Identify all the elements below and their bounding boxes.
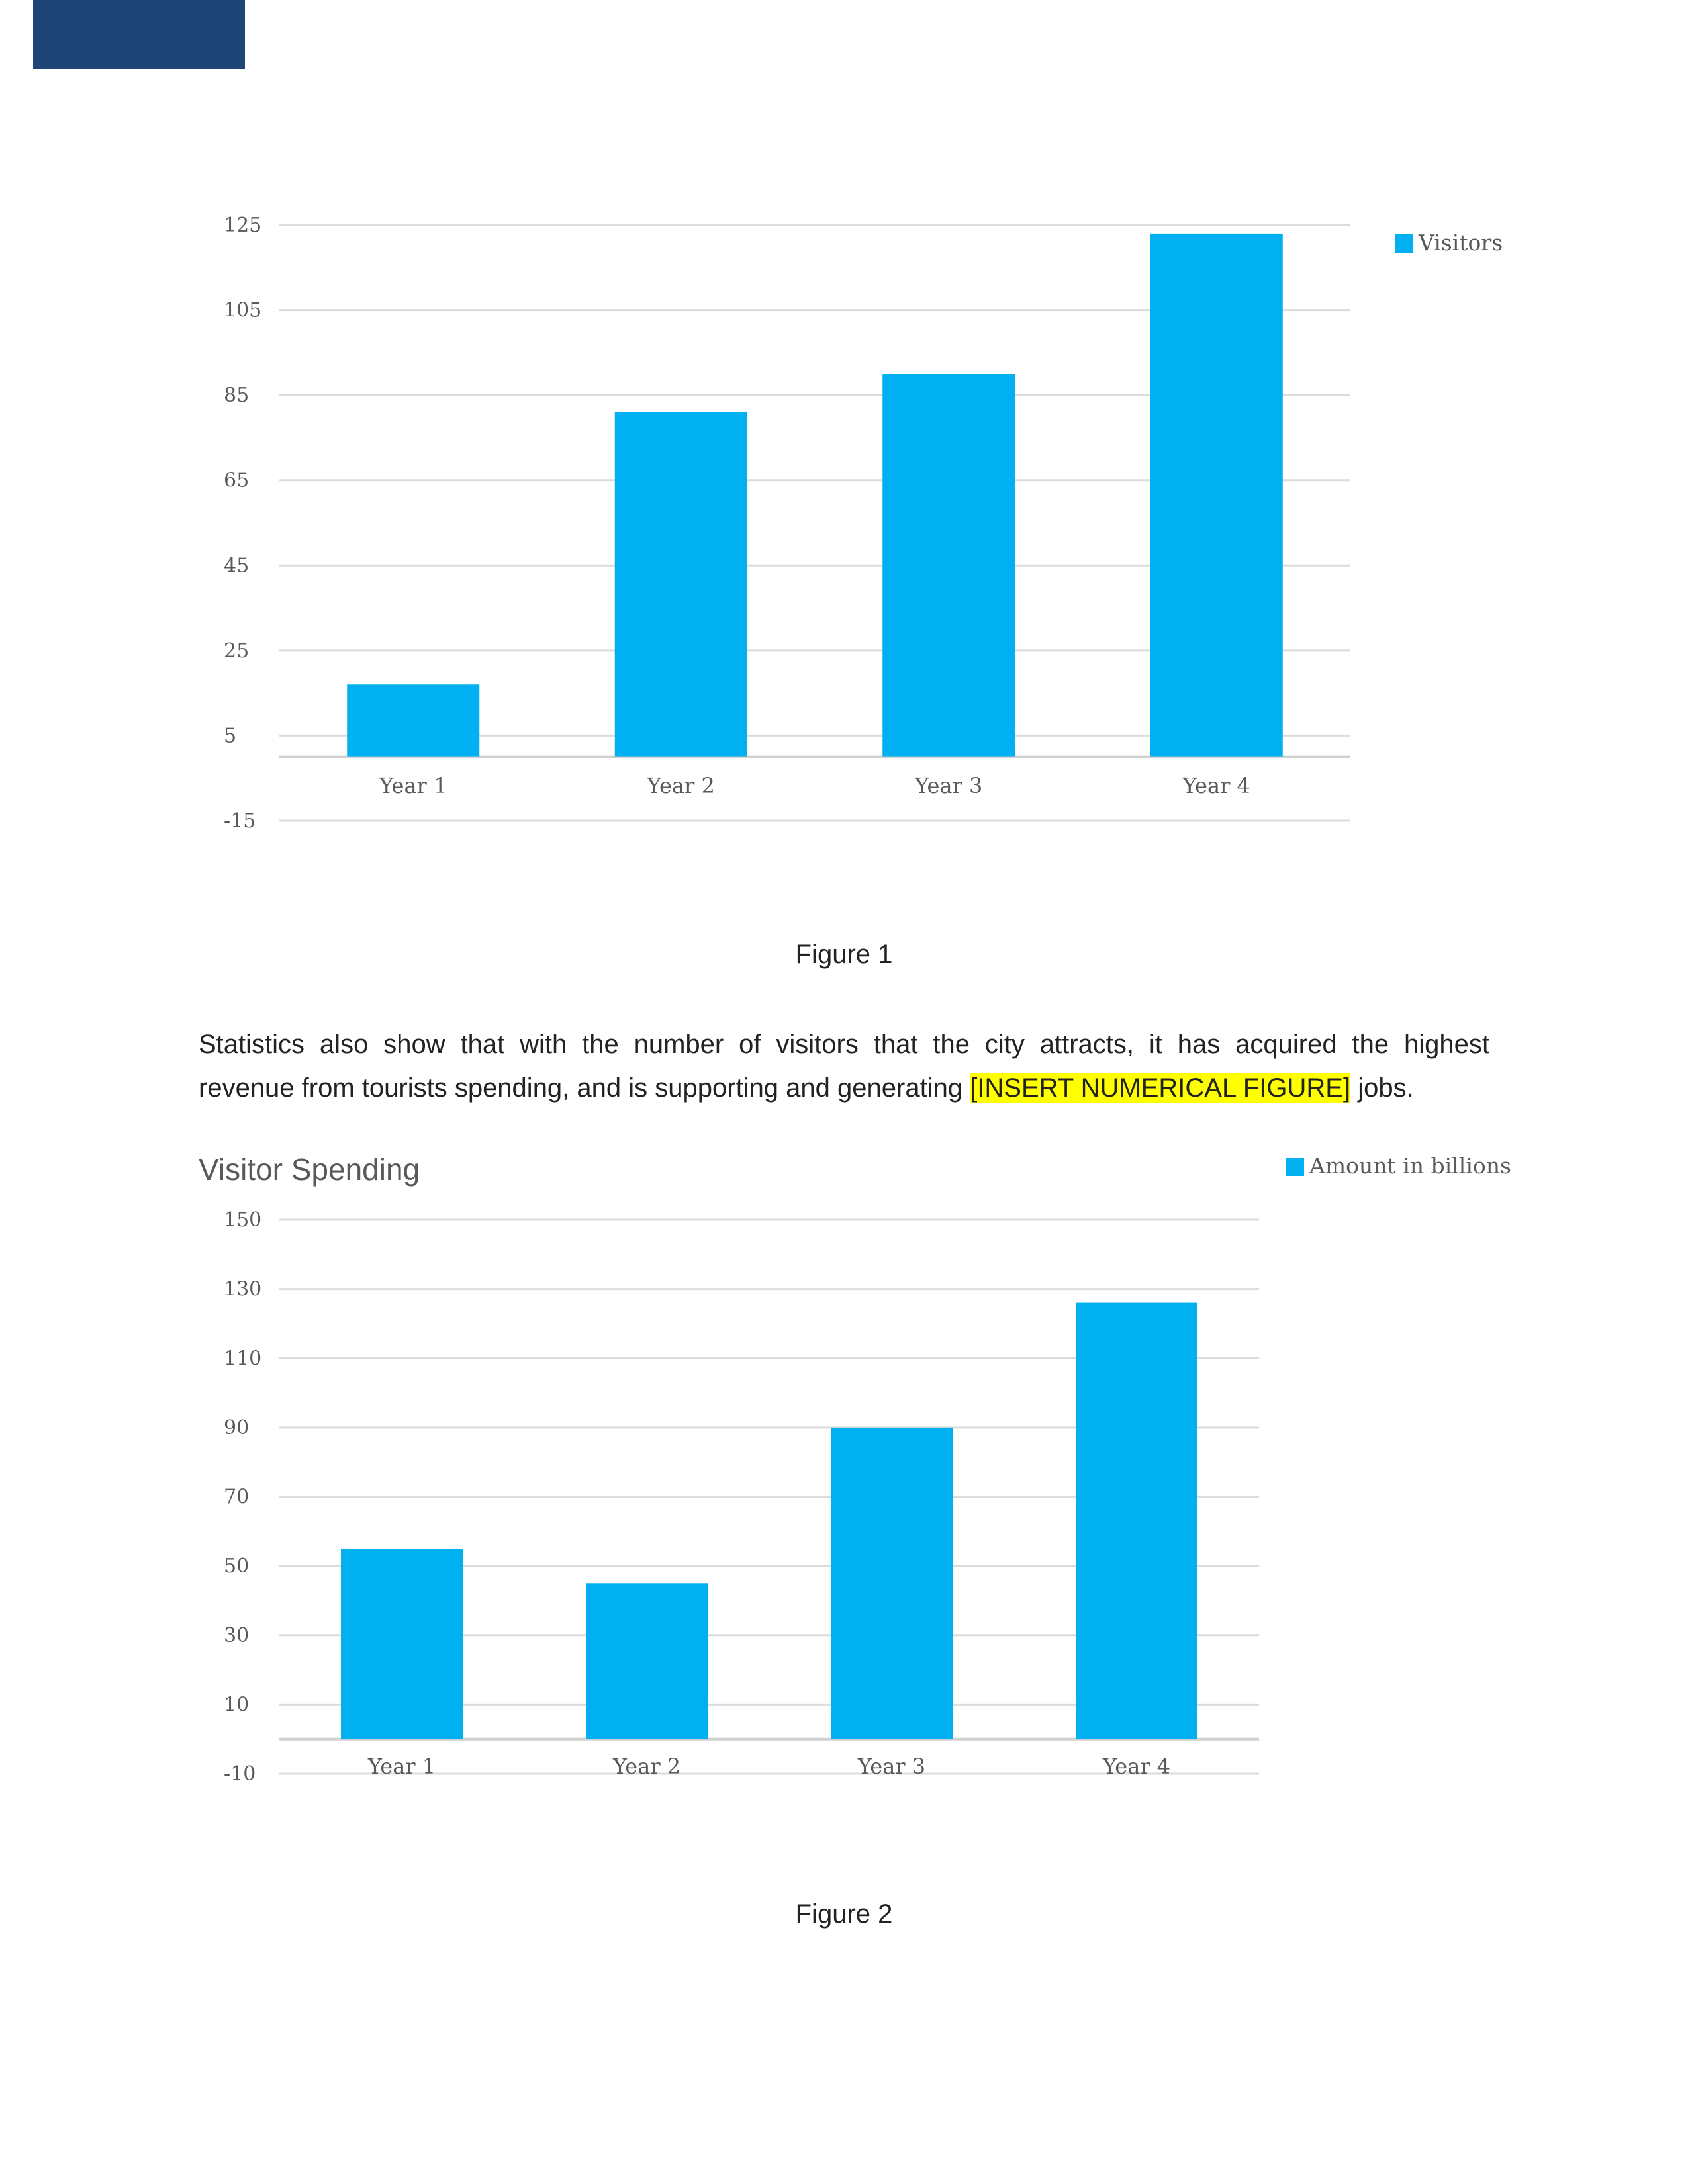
bar-year-4: [1076, 1303, 1197, 1739]
y-tick-label: 70: [224, 1485, 250, 1509]
y-tick-label: 105: [224, 298, 262, 322]
y-tick-label: 45: [224, 554, 250, 578]
figure-1-caption: Figure 1: [795, 940, 893, 969]
x-category-label: Year 3: [857, 1754, 926, 1779]
y-tick-label: 25: [224, 639, 250, 662]
paragraph-text-after: jobs.: [1350, 1073, 1414, 1103]
x-category-label: Year 1: [367, 1754, 436, 1779]
y-tick-label: 130: [224, 1277, 262, 1301]
legend-label: Visitors: [1419, 230, 1503, 255]
bar-year-3: [831, 1428, 953, 1739]
x-category-label: Year 3: [915, 773, 983, 798]
legend-swatch: [1286, 1158, 1304, 1176]
x-category-label: Year 2: [647, 773, 715, 798]
chart-title: Visitor Spending: [199, 1152, 420, 1187]
y-tick-label: 90: [224, 1416, 250, 1439]
x-category-label: Year 2: [612, 1754, 681, 1779]
paragraph-text-before: revenue from tourists spending, and is supporting and generating: [199, 1073, 970, 1103]
paragraph-line-1: Statistics also show that with the number of visitors that the city attracts, it has acquired the highest: [199, 1030, 1489, 1059]
highlighted-placeholder: [INSERT NUMERICAL FIGURE]: [970, 1073, 1351, 1103]
y-tick-label: 5: [224, 724, 237, 748]
legend-label: Amount in billions: [1309, 1153, 1511, 1179]
y-tick-label: -15: [224, 809, 256, 833]
bar-year-1: [341, 1549, 463, 1739]
bar-year-2: [586, 1583, 708, 1739]
y-tick-label: 125: [224, 214, 262, 237]
y-tick-label: 110: [224, 1347, 262, 1371]
y-tick-label: -10: [224, 1762, 256, 1786]
y-tick-label: 150: [224, 1208, 262, 1232]
x-category-label: Year 4: [1102, 1754, 1171, 1779]
x-category-label: Year 4: [1182, 773, 1250, 798]
y-tick-label: 85: [224, 384, 250, 408]
y-tick-label: 30: [224, 1623, 250, 1647]
x-category-label: Year 1: [379, 773, 447, 798]
y-tick-label: 65: [224, 469, 250, 492]
y-tick-label: 50: [224, 1555, 250, 1578]
figure-2-caption: Figure 2: [795, 1899, 893, 1929]
y-tick-label: 10: [224, 1693, 250, 1717]
